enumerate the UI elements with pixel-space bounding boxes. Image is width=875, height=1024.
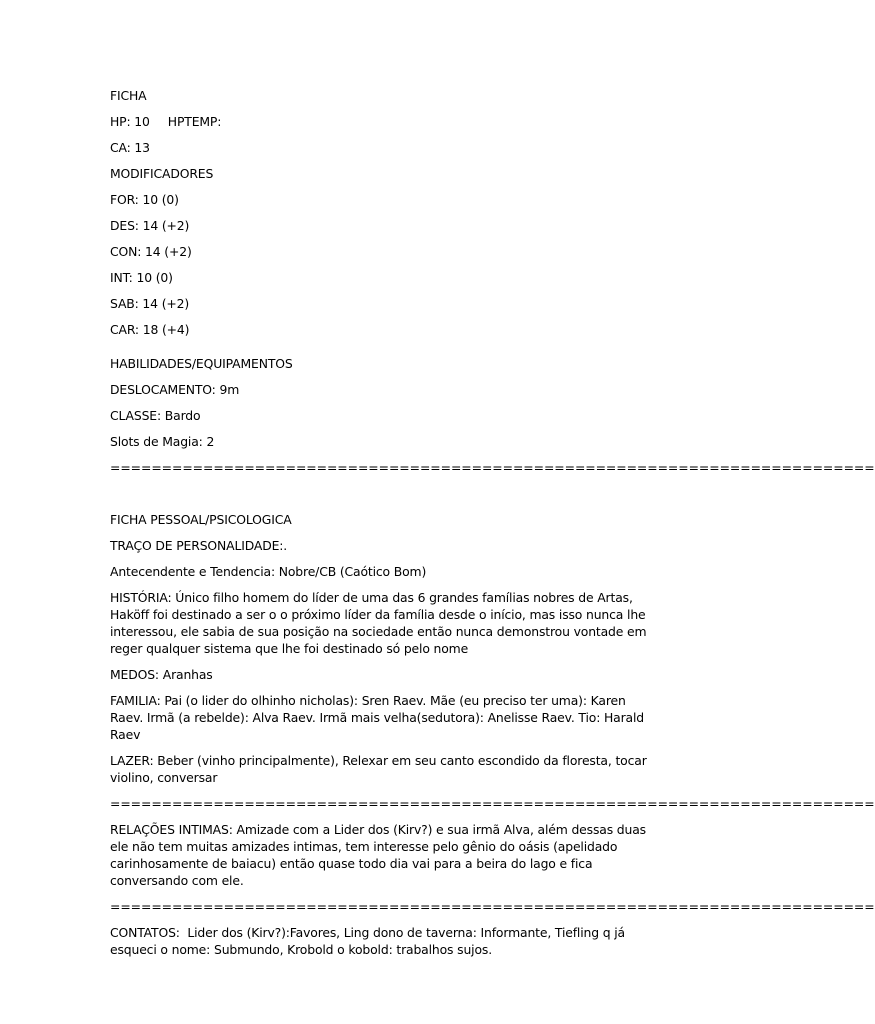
contatos-paragraph: CONTATOS: Lider dos (Kirv?):Favores, Ling dono de taverna: Informante, Tiefling q já esqueci o nome: Submundo, Krobold o kobold: trabalhos sujos. <box>110 925 629 957</box>
separator-line: ========================================================================== <box>110 899 875 914</box>
deslocamento-line: DESLOCAMENTO: 9m <box>110 382 240 397</box>
separator-line: ========================================================================== <box>110 460 875 475</box>
hptemp-label: HPTEMP: <box>167 114 222 129</box>
habilidades-title: HABILIDADES/EQUIPAMENTOS <box>110 356 293 371</box>
separator-line: ========================================================================== <box>110 796 875 811</box>
spacer <box>110 347 662 355</box>
pessoal-title: FICHA PESSOAL/PSICOLOGICA <box>110 512 292 527</box>
antecedente-line: Antecendente e Tendencia: Nobre/CB (Caótico Bom) <box>110 564 427 579</box>
spacer <box>110 485 662 511</box>
car-line: CAR: 18 (+4) <box>110 322 190 337</box>
lazer-paragraph: LAZER: Beber (vinho principalmente), Relexar em seu canto escondido da floresta, tocar violino, conversar <box>110 753 651 785</box>
con-line: CON: 14 (+2) <box>110 244 192 259</box>
medos-line: MEDOS: Aranhas <box>110 667 213 682</box>
sab-line: SAB: 14 (+2) <box>110 296 190 311</box>
hp-line <box>110 113 662 130</box>
document-page <box>110 87 875 967</box>
hp-value: HP: 10 <box>110 114 150 129</box>
classe-line: CLASSE: Bardo <box>110 408 201 423</box>
for-line: FOR: 10 (0) <box>110 192 179 207</box>
ca-line: CA: 13 <box>110 140 150 155</box>
familia-paragraph: FAMILIA: Pai (o lider do olhinho nicholas): Sren Raev. Mãe (eu preciso ter uma): Karen Raev. Irmã (a rebelde): Alva Raev. Irmã mais velha(sedutora): Anelisse Raev. Tio: Harald Raev <box>110 693 648 742</box>
historia-paragraph: HISTÓRIA: Único filho homem do líder de uma das 6 grandes famílias nobres de Artas, Haköff foi destinado a ser o o próximo líder da família desde o início, mas isso nunca lhe interessou, ele sabia de sua posição na sociedade então nunca demonstrou vontade em reger qualquer sistema que lhe foi destinado só pelo nome <box>110 590 651 656</box>
modificadores-title: MODIFICADORES <box>110 166 214 181</box>
relacoes-paragraph: RELAÇÕES INTIMAS: Amizade com a Lider dos (Kirv?) e sua irmã Alva, além dessas duas ele não tem muitas amizades intimas, tem interesse pelo gênio do oásis (apelidado carinhosamente de baiacu) então quase todo dia vai para a beira do lago e fica conversando com ele. <box>110 822 650 888</box>
slots-line: Slots de Magia: 2 <box>110 434 215 449</box>
traco-line: TRAÇO DE PERSONALIDADE:. <box>110 538 288 553</box>
des-line: DES: 14 (+2) <box>110 218 190 233</box>
int-line: INT: 10 (0) <box>110 270 173 285</box>
ficha-title: FICHA <box>110 88 147 103</box>
